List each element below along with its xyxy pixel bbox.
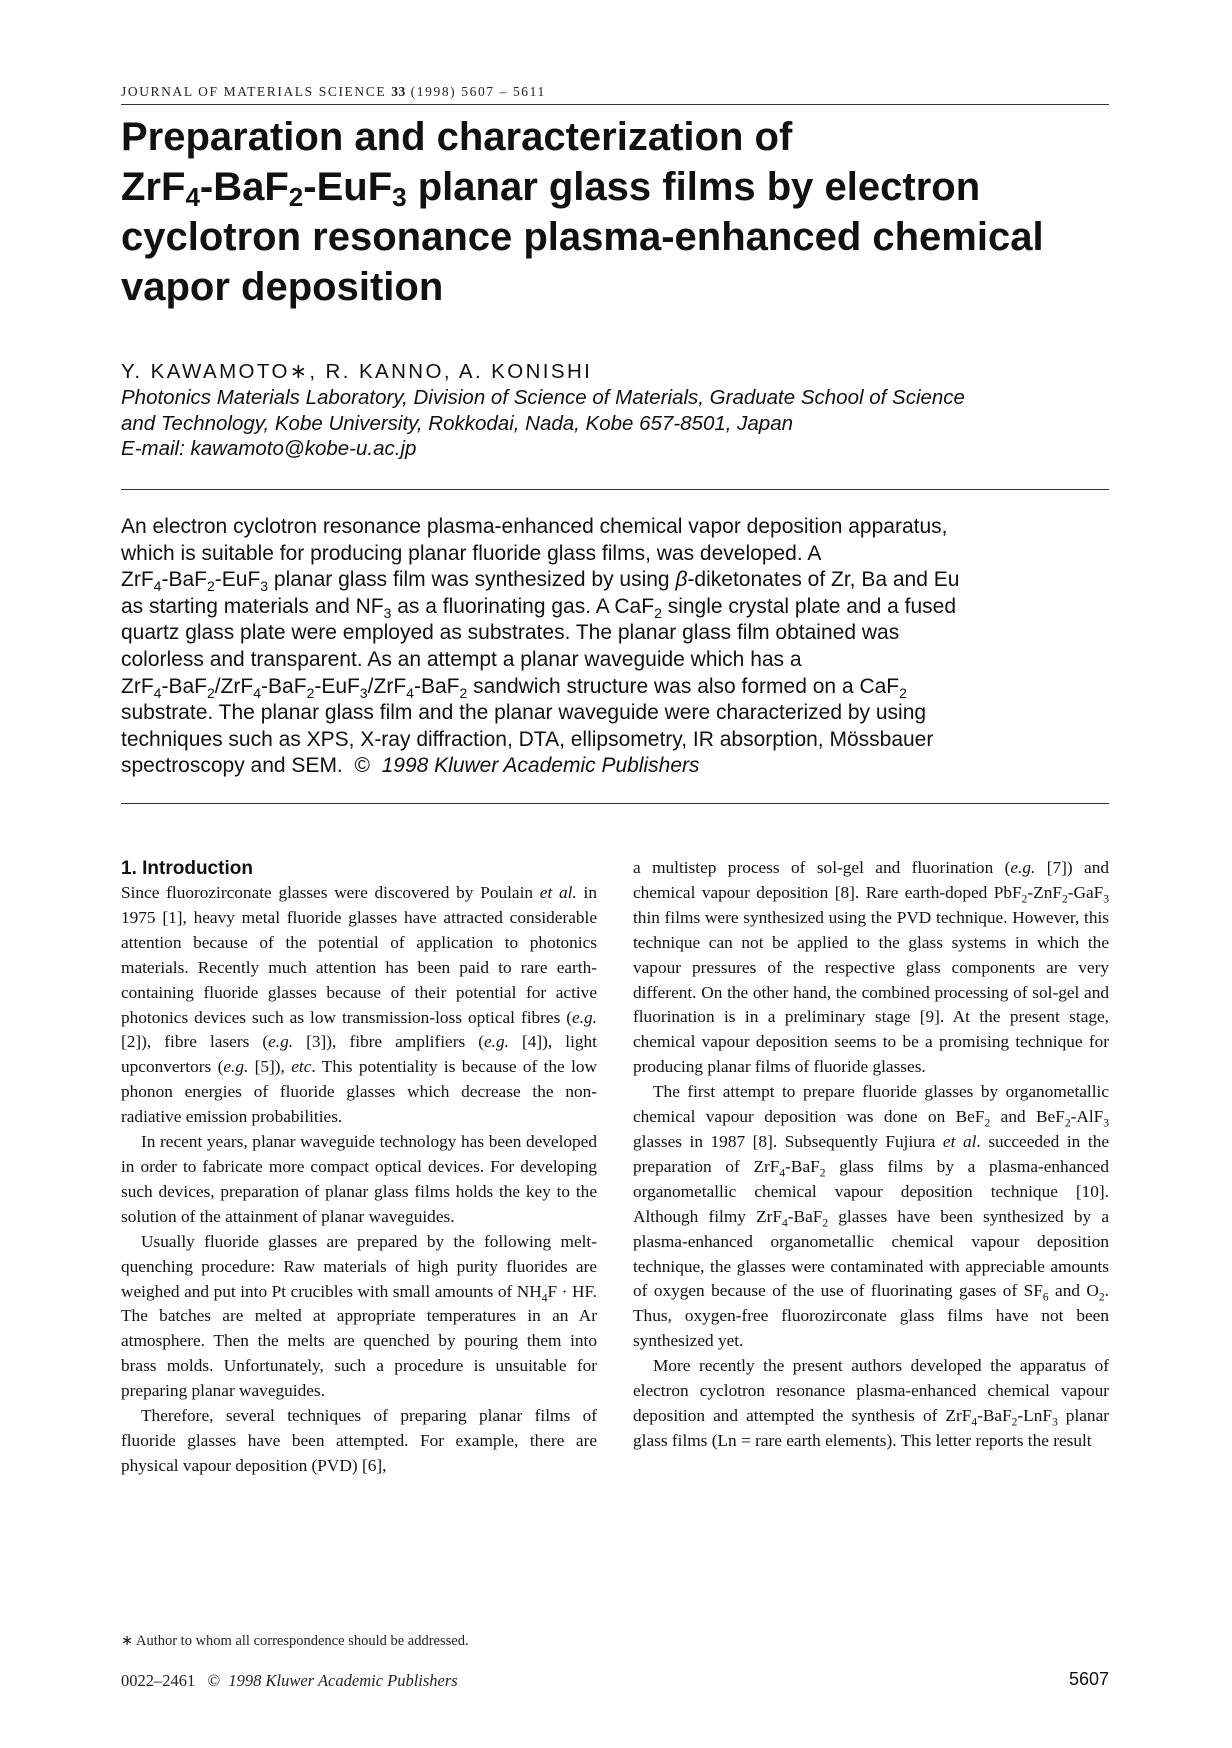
header-rule (121, 104, 1109, 105)
paragraph: The first attempt to prepare fluoride glasses by organometallic chemical vapour deposition was done on BeF$_2$ and BeF$_2$-AlF$_3$ glasses in 1987 [8]. Subsequently Fujiura et al. succeeded in the preparation of ZrF$_4$-BaF$_2$ glass films by a plasma-enhanced organometallic chemical vapour deposition technique [10]. Although filmy ZrF$_4$-BaF$_2$ glasses have been synthesized by a plasma-enhanced organometallic chemical vapour deposition technique, the glasses were contaminated with appreciable amounts of oxygen because of the use of fluorinating gases of $SF_6$ and $O_2$. Thus, oxygen-free fluorozirconate glass films have not been synthesized yet. (633, 1082, 1110, 1351)
journal-name: JOURNAL OF MATERIALS SCIENCE (121, 84, 387, 99)
author-email[interactable]: E-mail: kawamoto@kobe-u.ac.jp (121, 437, 417, 460)
journal-header (121, 84, 546, 100)
journal-volume: 33 (391, 84, 406, 99)
footnote: ∗ Author to whom all correspondence should be addressed. (121, 1633, 469, 1649)
journal-year-pages: (1998) 5607 – 5611 (410, 84, 546, 99)
paragraph: More recently the present authors developed the apparatus of electron cyclotron resonance plasma-enhanced chemical vapour deposition and attempted the synthesis of ZrF$_4$-BaF$_2$-LnF$_3$ planar glass films (Ln = rare earth elements). This letter reports the result (633, 1356, 1109, 1450)
footer-issn-copyright: 0022–2461 © 1998 Kluwer Academic Publishers (121, 1671, 458, 1690)
paragraph: Since fluorozirconate glasses were discovered by Poulain et al. in 1975 [1], heavy metal fluoride glasses have attracted considerable attention because of the potential of application to photonics materials. Recently much attention has been paid to rare earth-containing fluoride glasses because of their potential for active photonics devices such as low transmission-loss optical fibres (e.g. [2]), fibre lasers (e.g. [3]), fibre amplifiers (e.g. [4]), light upconvertors (e.g. [5]), etc. This potentiality is because of the low phonon energies of fluoride glasses which decrease the non-radiative emission probabilities. (121, 883, 598, 1127)
abstract-bottom-rule (121, 803, 1109, 804)
paper-title: Preparation and characterization of ZrF$_4$-BaF$_2$-EuF$_3$ planar glass films by electron cyclotron resonance plasma-enhanced chemical vapor deposition (121, 115, 1044, 309)
section-heading-introduction: 1. Introduction (121, 858, 253, 879)
page-number: 5607 (1068, 1669, 1109, 1689)
copyright-symbol: © (354, 754, 370, 778)
paragraph: a multistep process of sol-gel and fluorination (e.g. [7]) and chemical vapour deposition [8]. Rare earth-doped PbF$_2$-ZnF$_2$-GaF$_3$ thin films were synthesized using the PVD technique. However, this technique can not be applied to the glass systems in which the vapour pressures of the respective glass components are very different. On the other hand, the combined processing of sol-gel and fluorination is in a preliminary stage [9]. At the present stage, chemical vapour deposition seems to be a promising technique for producing planar films of fluoride glasses. (633, 858, 1109, 1077)
abstract-top-rule (121, 489, 1109, 490)
affiliation: Photonics Materials Laboratory, Division of Science of Materials, Graduate School of Science and Technology, Kobe University, Rokkodai, Nada, Kobe 657-8501, Japan E-mail: kawamoto@kobe-u.ac.jp (121, 386, 965, 460)
left-column (121, 856, 597, 1479)
right-column (633, 856, 1109, 1454)
abstract-publisher: 1998 Kluwer Academic Publishers (381, 754, 700, 778)
paragraph: In recent years, planar waveguide technology has been developed in order to fabricate more compact optical devices. For developing such devices, preparation of planar glass films holds the key to the solution of the attainment of planar waveguides. (121, 1132, 597, 1226)
paragraph: Usually fluoride glasses are prepared by the following melt-quenching procedure: Raw materials of high purity fluorides are weighed and put into Pt crucibles with small amounts of $NH_4F$ · HF. The batches are melted at appropriate temperatures in an Ar atmosphere. Then the melts are quenched by pouring them into brass molds. Unfortunately, such a procedure is unsuitable for preparing planar waveguides. (121, 1231, 597, 1401)
abstract: An electron cyclotron resonance plasma-enhanced chemical vapor deposition apparatus, which is suitable for producing planar fluoride glass films, was developed. A ZrF$_4$-BaF$_2$-EuF$_3$ planar glass film was synthesized by using β-diketonates of Zr, Ba and Eu as starting materials and $NF_3$ as a fluorinating gas. A CaF$_2$ single crystal plate and a fused quartz glass plate were employed as substrates. The planar glass film obtained was colorless and transparent. As an attempt a planar waveguide which has a ZrF$_4$-BaF$_2$/ZrF$_4$-BaF$_2$-EuF$_3$/ZrF$_4$-BaF$_2$ sandwich structure was also formed on a CaF$_2$ substrate. The planar glass film and the planar waveguide were characterized by using techniques such as XPS, X-ray diffraction, DTA, ellipsometry, IR absorption, Mössbauer spectroscopy and SEM. © 1998 Kluwer Academic Publishers (121, 515, 960, 778)
paragraph: Therefore, several techniques of preparing planar films of fluoride glasses have been attempted. For example, there are physical vapour deposition (PVD) [6], (121, 1406, 597, 1475)
author-list: Y. KAWAMOTO∗, R. KANNO, A. KONISHI (121, 360, 593, 383)
